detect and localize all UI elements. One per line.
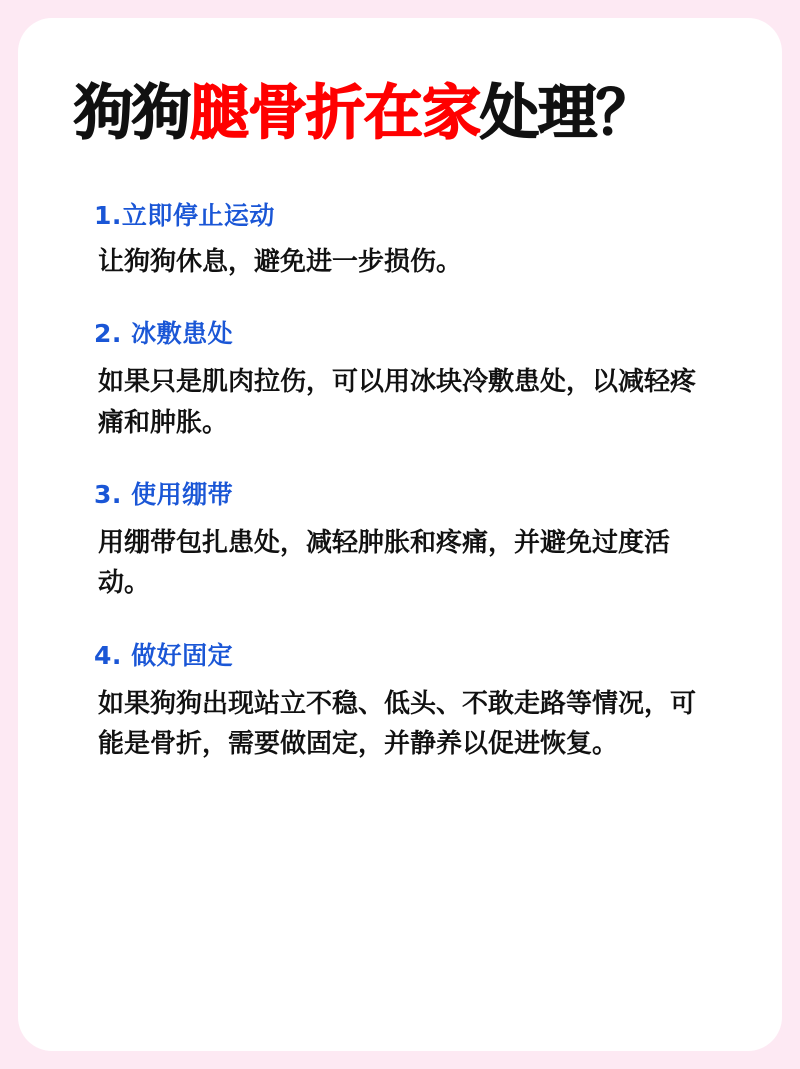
list-item-heading: 3. 使用绷带 <box>94 479 234 509</box>
list-item <box>70 314 730 443</box>
list-item <box>70 636 730 765</box>
poster-content <box>18 18 782 764</box>
list-item-heading: 1.立即停止运动 <box>94 201 275 231</box>
title-part-1: 狗狗 <box>74 78 191 147</box>
title-highlight: 腿骨折在家 <box>190 78 481 147</box>
list-item-heading: 4. 做好固定 <box>94 640 234 670</box>
title-part-3: 处理？ <box>480 78 655 147</box>
list-item-body: 如果狗狗出现站立不稳、低头、不敢走路等情况，可能是骨折，需要做固定，并静养以促进恢复。 <box>98 688 697 759</box>
list-item-body: 如果只是肌肉拉伤，可以用冰块冷敷患处，以减轻疼痛和肿胀。 <box>98 367 697 438</box>
list-item <box>70 475 730 604</box>
list-item-body: 让狗狗休息，避免进一步损伤。 <box>98 247 463 278</box>
list-item-body: 用绷带包扎患处，减轻肿胀和疼痛，并避免过度活动。 <box>98 527 671 599</box>
page-title <box>74 80 730 146</box>
poster-card <box>18 18 782 1051</box>
list-item-heading: 2. 冰敷患处 <box>94 319 234 349</box>
list-item <box>70 196 730 282</box>
tips-list <box>70 196 730 764</box>
